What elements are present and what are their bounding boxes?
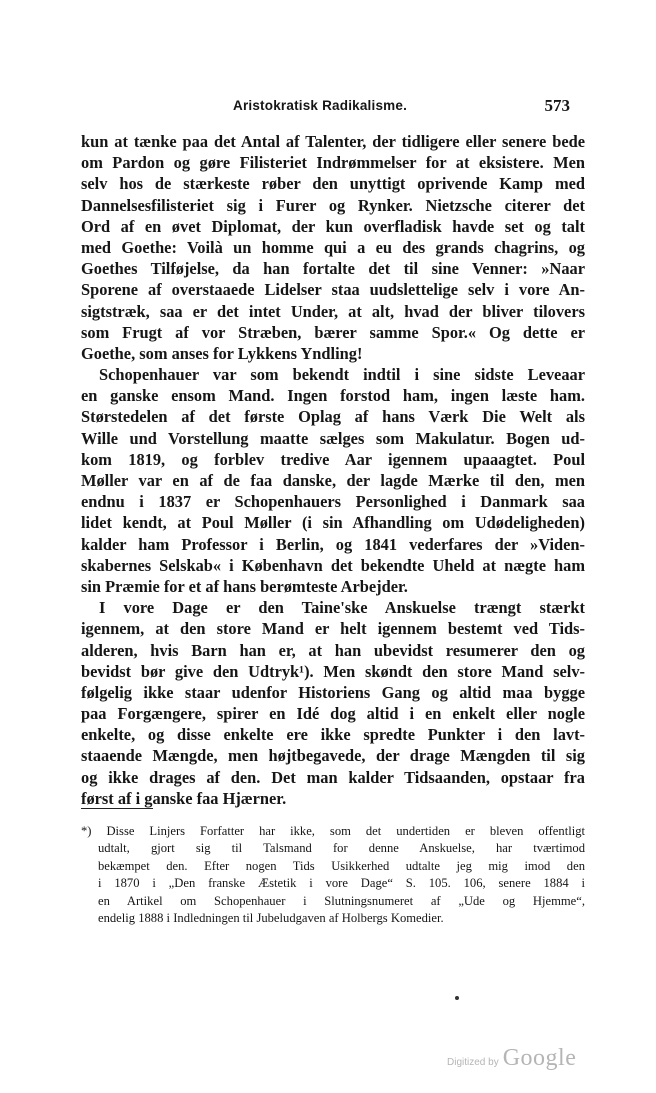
body-line: Ord af en øvet Diplomat, der kun overfladisk havde set og talt <box>81 216 585 236</box>
body-line: sin Præmie for et af hans berømteste Arbejder. <box>81 576 408 596</box>
footnote-line: bekæmpet den. Efter nogen Tids Usikkerhed udtalte jeg mig imod den <box>98 858 585 873</box>
body-line: kom 1819, og forblev tredive Aar igennem upaaagtet. Poul <box>81 449 585 469</box>
body-line: som Frugt af vor Stræben, bærer samme Spor.« Og dette er <box>81 322 585 342</box>
body-line: Goethes Tilføjelse, da han fortalte det til sine Venner: »Naar <box>81 259 585 279</box>
running-header <box>0 98 656 122</box>
google-logo: Google <box>502 1045 577 1071</box>
body-line: en ganske ensom Mand. Ingen forstod ham, ingen læste ham. <box>81 386 585 406</box>
body-line: lidet kendt, at Poul Møller (i sin Afhandling om Udødeligheden) <box>81 513 585 533</box>
footnote-divider <box>81 808 153 809</box>
footnote <box>81 823 585 927</box>
body-line: endnu i 1837 er Schopenhauers Personlighed i Danmark saa <box>81 492 585 512</box>
body-line: om Pardon og gøre Filisteriet Indrømmelser for at eksistere. Men <box>81 153 585 173</box>
body-text <box>81 131 585 809</box>
body-line: I vore Dage er den Taine'ske Anskuelse trængt stærkt <box>99 598 585 618</box>
footnote-line: i 1870 i „Den franske Æstetik i vore Dage“ S. 105. 106, senere 1884 i <box>98 876 585 891</box>
body-line: kun at tænke paa det Antal af Talenter, der tidligere eller senere bede <box>81 132 585 151</box>
body-line: Goethe, som anses for Lykkens Yndling! <box>81 343 363 363</box>
body-line: Dannelsesfilisteriet sig i Furer og Rynker. Nietzsche citerer det <box>81 195 585 215</box>
page-number: 573 <box>544 96 570 115</box>
footnote-line: en Artikel om Schopenhauer i Slutningsnumeret af „Ude og Hjemme“, <box>98 893 585 908</box>
watermark-prefix: Digitized by <box>447 1057 499 1068</box>
body-line: Møller var en af de faa danske, der lagde Mærke til den, men <box>81 471 585 490</box>
body-line: paa Forgængere, spirer en Idé dog altid i en enkelt eller nogle <box>81 704 585 724</box>
body-line: Schopenhauer var som bekendt indtil i sine sidste Leveaar <box>99 365 585 385</box>
body-line: staaende Mængde, men højtbegavede, der drage Mængden til sig <box>81 746 585 766</box>
body-line: bevidst bør give den Udtryk¹). Men skøndt den store Mand selv- <box>81 661 585 681</box>
body-line: sigtstræk, saa er det intet Under, at alt, hvad der bliver tilovers <box>81 301 585 321</box>
ink-speck <box>455 996 459 1000</box>
body-line: kalder ham Professor i Berlin, og 1841 vederfares der »Viden- <box>81 534 585 554</box>
body-line: Wille und Vorstellung maatte sælges som Makulatur. Bogen ud- <box>81 428 585 448</box>
body-line: alderen, hvis Barn han er, at han ubevidst resumerer den og <box>81 640 585 660</box>
body-line: skabernes Selskab« i København det bekendte Uheld at nægte ham <box>81 555 585 575</box>
body-line: og ikke drages af den. Det man kalder Tidsaanden, opstaar fra <box>81 767 585 787</box>
footnote-line: *) Disse Linjers Forfatter har ikke, som det undertiden er bleven offentligt <box>81 824 585 838</box>
body-line: selv hos de stærkeste røber den unyttigt oprivende Kamp med <box>81 174 585 194</box>
body-line: Sporene af overstaaede Lidelser staa uudslettelige selv i vore An- <box>81 280 585 300</box>
body-line: først af i ganske faa Hjærner. <box>81 788 287 808</box>
body-line: enkelte, og disse enkelte ere ikke spredte Punkter i den lavt- <box>81 725 585 745</box>
body-line: igennem, at den store Mand er helt igennem bestemt ved Tids- <box>81 619 585 639</box>
body-line: Størstedelen af det første Oplag af hans Værk Die Welt als <box>81 407 585 427</box>
chapter-title: Aristokratisk Radikalisme. <box>233 98 408 113</box>
digitized-watermark <box>447 1045 576 1072</box>
footnote-line: udtalt, gjort sig til Talsmand for denne Anskuelse, har tværtimod <box>98 841 585 856</box>
footnote-line: endelig 1888 i Indledningen til Jubeludgaven af Holbergs Komedier. <box>98 910 444 925</box>
body-line: med Goethe: Voilà un homme qui a eu des grands chagrins, og <box>81 237 585 257</box>
body-line: følgelig ikke staar udenfor Historiens Gang og altid maa bygge <box>81 682 585 702</box>
